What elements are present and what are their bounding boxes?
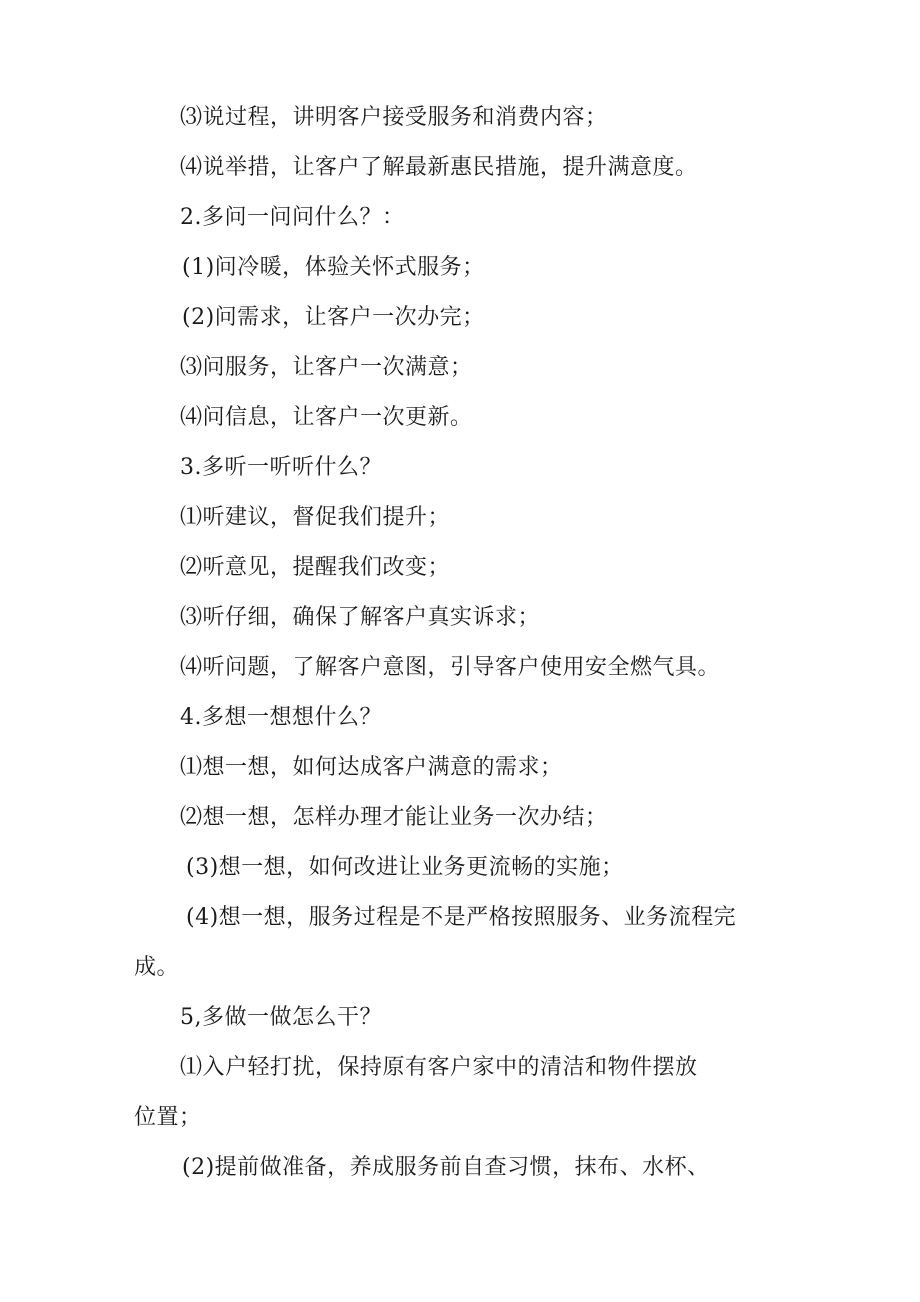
text-line-7: ⑷问信息，让客户一次更新。 — [180, 405, 473, 430]
text-line-1: ⑶说过程，讲明客户接受服务和消费内容； — [180, 105, 608, 130]
section-heading-5: 5,多做一做怎么干？ — [180, 1005, 382, 1030]
text-line-21: 位置； — [134, 1105, 202, 1130]
text-line-14: ⑴想一想，如何达成客户满意的需求； — [180, 755, 563, 780]
text-line-22: (2)提前做准备，养成服务前自查习惯，抹布、水杯、 — [182, 1155, 710, 1180]
text-line-12: ⑷听问题，了解客户意图，引导客户使用安全燃气具。 — [180, 655, 721, 680]
text-line-17: (4)想一想，服务过程是不是严格按照服务、业务流程完 — [186, 905, 737, 930]
section-heading-2: 2.多问一问问什么？： — [180, 205, 405, 230]
text-line-4: (1)问冷暖，体验关怀式服务； — [182, 255, 485, 280]
text-line-6: ⑶问服务，让客户一次满意； — [180, 355, 473, 380]
section-heading-4: 4.多想一想想什么？ — [180, 705, 382, 730]
text-line-5: (2)问需求，让客户一次办完； — [182, 305, 485, 330]
text-line-10: ⑵听意见，提醒我们改变； — [180, 555, 451, 580]
text-line-18: 成。 — [134, 955, 180, 980]
text-line-15: ⑵想一想，怎样办理才能让业务一次办结； — [180, 805, 608, 830]
text-line-11: ⑶听仔细，确保了解客户真实诉求； — [180, 605, 541, 630]
text-line-2: ⑷说举措，让客户了解最新惠民措施，提升满意度。 — [180, 155, 698, 180]
text-line-16: (3)想一想，如何改进让业务更流畅的实施； — [186, 855, 624, 880]
text-line-20: ⑴入户轻打扰，保持原有客户家中的清洁和物件摆放 — [180, 1055, 698, 1080]
text-line-9: ⑴听建议，督促我们提升； — [180, 505, 451, 530]
section-heading-3: 3.多听一听听什么？ — [180, 455, 382, 480]
